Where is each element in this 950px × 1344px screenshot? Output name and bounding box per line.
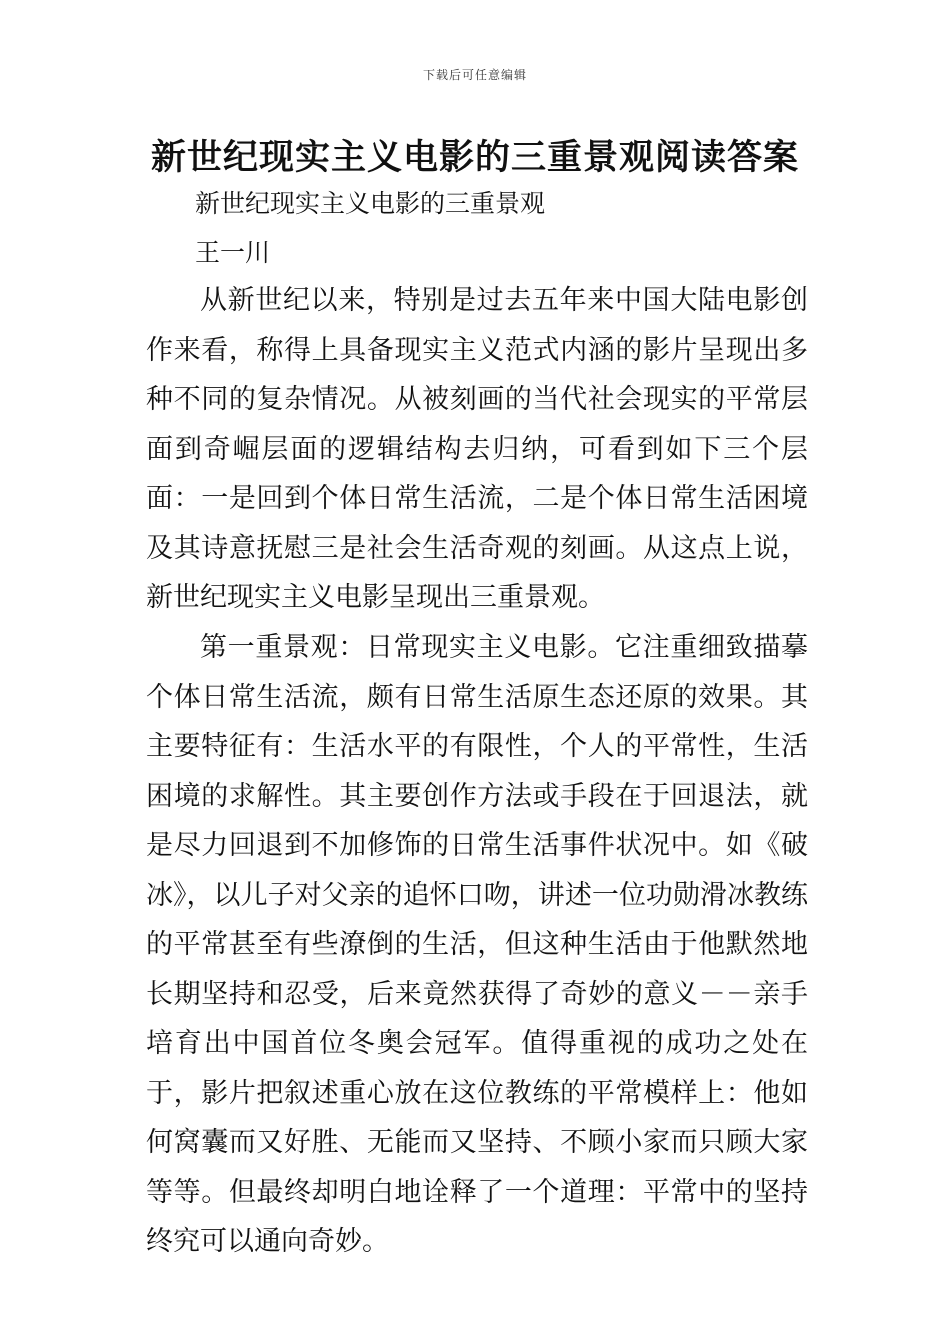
header-note: 下载后可任意编辑 — [422, 68, 527, 82]
paragraph-1: 从新世纪以来，特别是过去五年来中国大陆电影创作来看，称得上具备现实主义范式内涵的影片呈现出多种不同的复杂情况。从被刻画的当代社会现实的平常层面到奇崛层面的逻辑结构去归纳，可看到如下三个层面：一是回到个体日常生活流，二是个体日常生活困境及其诗意抚慰三是社会生活奇观的刻画。从这点上说，新世纪现实主义电影呈现出三重景观。 — [146, 285, 808, 613]
author-name: 王一川 — [195, 238, 271, 267]
paragraph-2: 第一重景观：日常现实主义电影。它注重细致描摹个体日常生活流，颇有日常生活原生态还原的效果。其主要特征有：生活水平的有限性，个人的平常性，生活困境的求解性。其主要创作方法或手段在于回退法，就是尽力回退到不加修饰的日常生活事件状况中。如《破冰》，以儿子对父亲的追怀口吻，讲述一位功勋滑冰教练的平常甚至有些潦倒的生活，但这种生活由于他默然地长期坚持和忍受，后来竟然获得了奇妙的意义－－亲手培育出中国首位冬奥会冠军。值得重视的成功之处在于，影片把叙述重心放在这位教练的平常模样上：他如何窝囊而又好胜、无能而又坚持、不顾小家而只顾大家等等。但最终却明白地诠释了一个道理：平常中的坚持终究可以通向奇妙。 — [146, 632, 808, 1257]
document-title: 新世纪现实主义电影的三重景观阅读答案 — [150, 138, 799, 178]
article-subtitle: 新世纪现实主义电影的三重景观 — [195, 189, 546, 218]
